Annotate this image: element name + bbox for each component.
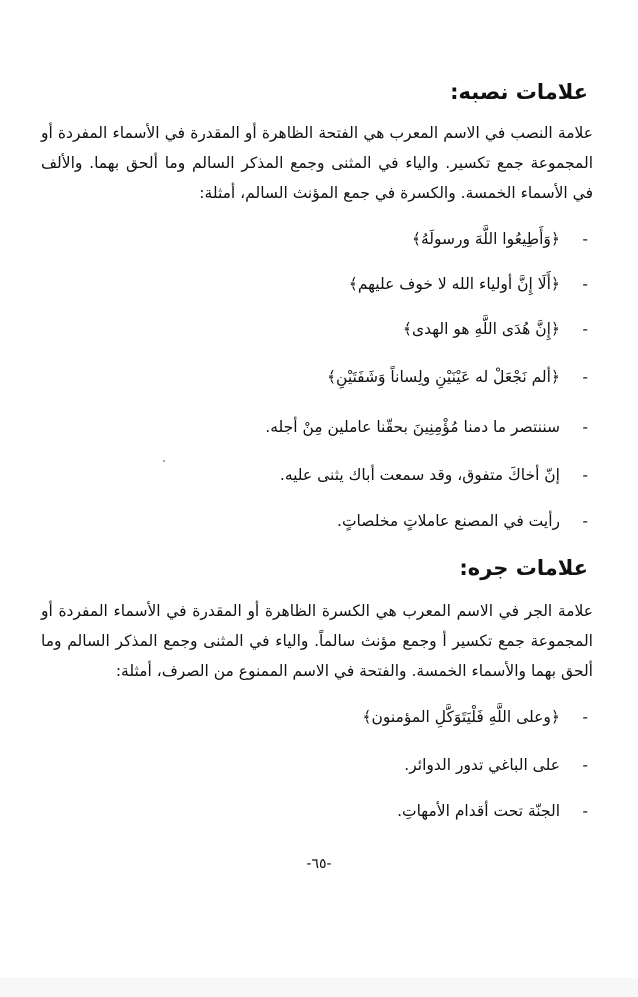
example-item [412,230,588,248]
scan-speck [163,460,165,462]
section-heading-jarr: علامات جره: [459,556,588,580]
section-heading-nasb: علامات نصبه: [450,80,588,104]
bullet: - [582,320,588,338]
example-text: ﴿ألم نَجْعَلْ له عَيْنَيْنِ ولِساناً وَشَفَتَيْنِ﴾ [326,368,560,386]
bullet: - [582,368,588,386]
example-text: إنّ أخاكَ متفوق، وقد سمعت أباك يثنى عليه. [279,466,560,484]
bullet: - [582,802,588,820]
example-item [337,512,588,530]
example-text: ﴿أَلَا إِنَّ أولياء الله لا خوف عليهم﴾ [348,275,560,293]
example-text: رأيت في المصنع عاملاتٍ مخلصاتٍ. [337,512,560,530]
scan-noise-strip [0,978,638,997]
section-paragraph-nasb: علامة النصب في الاسم المعرب هي الفتحة الظاهرة أو المقدرة في الأسماء المفردة أو المجموعة جمع تكسير. والياء في المثنى وجمع المذكر السالم وما ألحق بهما. والألف في الأسماء الخمسة. والكسرة في جمع المؤنث السالم، أمثلة: [41,124,593,202]
example-text: ﴿إِنَّ هُدَى اللَّهِ هو الهدى﴾ [402,320,560,338]
example-item [397,802,588,820]
example-item [362,708,588,726]
example-text: سننتصر ما دمنا مُؤْمِنِينَ بحقّنا عاملين مِنْ أجله. [265,418,560,436]
example-text: ﴿وَأَطِيعُوا اللَّهَ ورسولَهُ﴾ [411,230,560,248]
example-text: على الباغي تدور الدوائر. [404,756,560,774]
bullet: - [582,708,588,726]
bullet: - [582,756,588,774]
example-item [280,466,588,484]
bullet: - [582,230,588,248]
bullet: - [582,418,588,436]
example-item [404,756,588,774]
example-item [327,368,588,386]
bullet: - [582,466,588,484]
bullet: - [582,512,588,530]
example-text: الجنّة تحت أقدام الأمهاتِ. [397,802,560,820]
example-item [349,275,588,293]
section-paragraph-jarr: علامة الجر في الاسم المعرب هي الكسرة الظاهرة أو المقدرة في الأسماء المفردة أو المجموعة جمع تكسير أ وجمع مؤنث سالماً. والياء في المثنى وجمع المذكر السالم وما ألحق بهما والأسماء الخمسة. والفتحة في الاسم الممنوع من الصرف، أمثلة: [41,602,593,680]
page-number: -٦٥- [306,856,332,872]
example-item [403,320,588,338]
bullet: - [582,275,588,293]
example-item [265,418,588,436]
example-text: ﴿وعلى اللَّهِ فَلْيَتَوَكَّلِ المؤمنون﴾ [362,708,560,726]
